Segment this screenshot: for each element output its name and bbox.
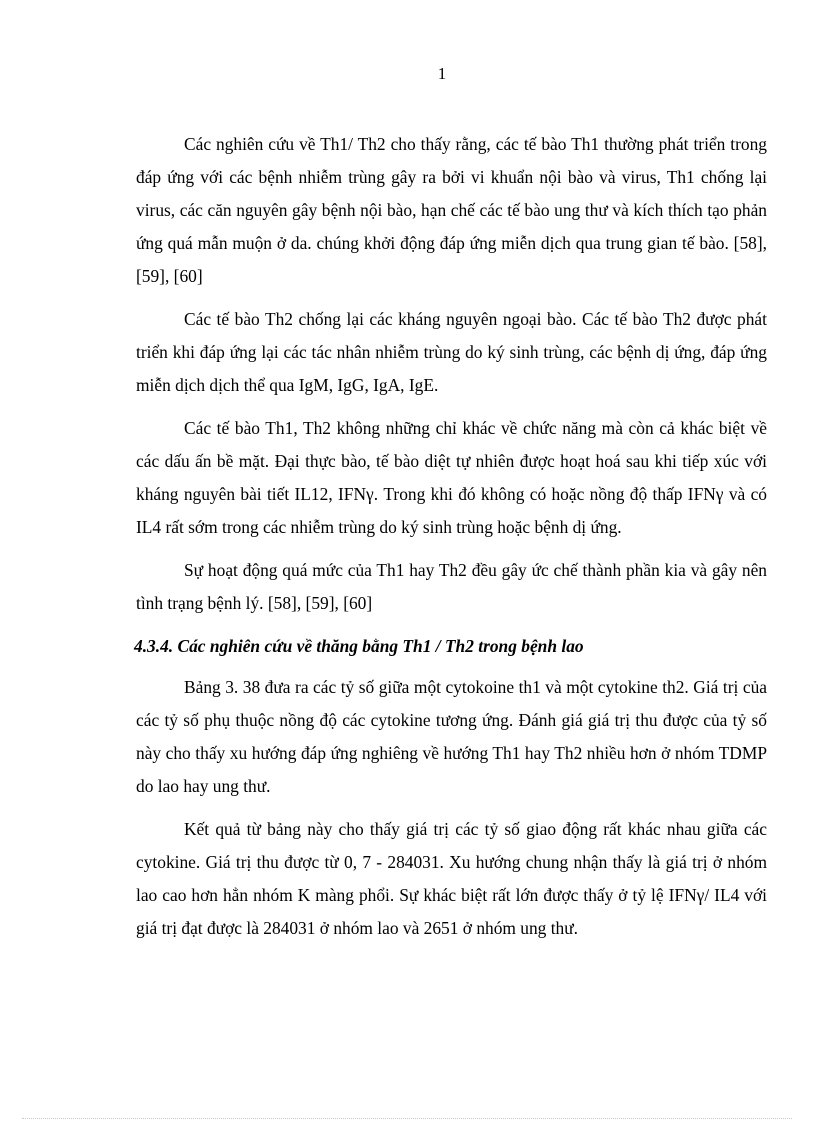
paragraph-th1-th2-overview: Các nghiên cứu về Th1/ Th2 cho thấy rằng, các tế bào Th1 thường phát triển trong đáp ứng với các bệnh nhiễm trùng gây ra bởi vi khuẩn nội bào và virus, Th1 chống lại virus, các căn nguyên gây bệnh nội bào, hạn chế các tế bào ung thư và kích thích tạo phản ứng quá mẫn muộn ở da. chúng khởi động đáp ứng miễn dịch qua trung gian tế bào. [58], [59], [60] — [136, 134, 767, 286]
paragraph-overactivity: Sự hoạt động quá mức của Th1 hay Th2 đều gây ức chế thành phần kia và gây nên tình trạng bệnh lý. [58], [59], [60] — [136, 560, 767, 613]
paragraph-surface-markers: Các tế bào Th1, Th2 không những chỉ khác về chức năng mà còn cả khác biệt về các dấu ấn bề mặt. Đại thực bào, tế bào diệt tự nhiên được hoạt hoá sau khi tiếp xúc với kháng nguyên bài tiết IL12, IFNγ. Trong khi đó không có hoặc nồng độ thấp IFNγ và có IL4 rất sớm trong các nhiễm trùng do ký sinh trùng hoặc bệnh dị ứng. — [136, 418, 767, 537]
page-number: 1 — [437, 64, 447, 83]
footer-divider — [22, 1118, 792, 1119]
paragraph-results: Kết quả từ bảng này cho thấy giá trị các tỷ số giao động rất khác nhau giữa các cytokine. Giá trị thu được từ 0, 7 - 284031. Xu hướng chung nhận thấy là giá trị ở nhóm lao cao hơn hẳn nhóm K màng phổi. Sự khác biệt rất lớn được thấy ở tỷ lệ IFNγ/ IL4 với giá trị đạt được là 284031 ở nhóm lao và 2651 ở nhóm ung thư. — [136, 819, 767, 938]
document-body — [136, 128, 767, 955]
paragraph-table-ratios: Bảng 3. 38 đưa ra các tỷ số giữa một cytokoine th1 và một cytokine th2. Giá trị của các tỷ số phụ thuộc nồng độ các cytokine tương ứng. Đánh giá giá trị thu được của tỷ số này cho thấy xu hướng đáp ứng nghiêng về hướng Th1 hay Th2 nhiều hơn ở nhóm TDMP do lao hay ung thư. — [136, 677, 767, 796]
section-heading: 4.3.4. Các nghiên cứu về thăng bằng Th1 / Th2 trong bệnh lao — [134, 636, 584, 656]
paragraph-th2-cells: Các tế bào Th2 chống lại các kháng nguyên ngoại bào. Các tế bào Th2 được phát triển khi đáp ứng lại các tác nhân nhiễm trùng do ký sinh trùng, các bệnh dị ứng, đáp ứng miễn dịch dịch thể qua IgM, IgG, IgA, IgE. — [136, 309, 767, 395]
